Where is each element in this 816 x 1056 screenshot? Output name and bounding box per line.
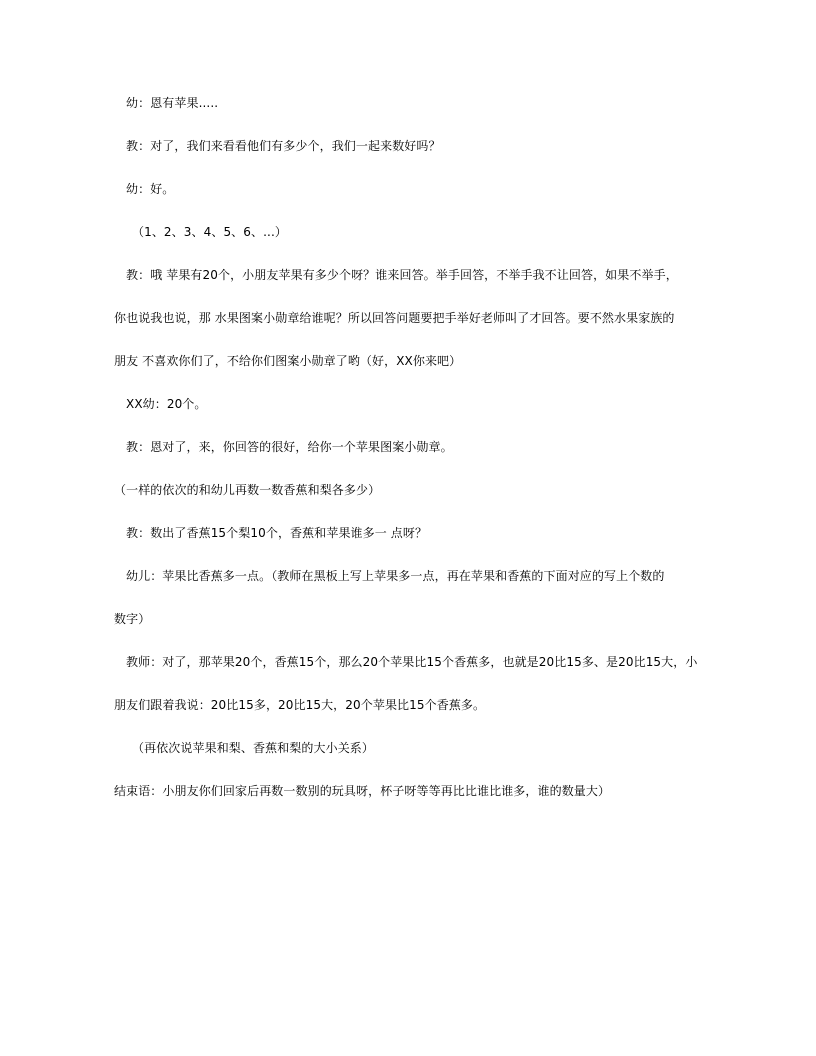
dialogue-line: 教：对了，我们来看看他们有多少个，我们一起来数好吗？ [126,139,441,153]
closing-remark: 结束语：小朋友你们回家后再数一数别的玩具呀，杯子呀等等再比比谁比谁多，谁的数量大） [114,784,611,798]
dialogue-continuation: 你也说我也说，那 水果图案小勋章给谁呢？所以回答问题要把手举好老师叫了才回答。要不然水果家族的 [114,311,675,325]
dialogue-line: 教：数出了香蕉15个梨10个，香蕉和苹果谁多一 点呀？ [126,526,428,540]
counting-note: （1、2、3、4、5、6、...） [132,225,287,239]
dialogue-continuation: 数字） [114,612,151,626]
dialogue-line: 幼儿：苹果比香蕉多一点。（教师在黑板上写上苹果多一点，再在苹果和香蕉的下面对应的写上个数的 [126,569,665,583]
document-body [114,90,704,821]
dialogue-line: 教师：对了，那苹果20个，香蕉15个，那么20个苹果比15个香蕉多，也就是20比15多、是20比15大，小 [126,655,698,669]
dialogue-line: 幼：恩有苹果..... [126,96,219,110]
stage-note: （再依次说苹果和梨、香蕉和梨的大小关系） [132,741,375,755]
dialogue-line: XX幼：20个。 [126,397,207,411]
dialogue-continuation: 朋友们跟着我说：20比15多，20比15大，20个苹果比15个香蕉多。 [114,698,486,712]
dialogue-continuation: 朋友 不喜欢你们了，不给你们图案小勋章了哟（好，XX你来吧） [114,354,462,368]
stage-note: （一样的依次的和幼儿再数一数香蕉和梨各多少） [114,483,381,497]
dialogue-line: 教：哦 苹果有20个，小朋友苹果有多少个呀？谁来回答。举手回答，不举手我不让回答，如果不举手， [126,268,678,282]
dialogue-line: 幼：好。 [126,182,175,196]
dialogue-line: 教：恩对了，来，你回答的很好，给你一个苹果图案小勋章。 [126,440,453,454]
